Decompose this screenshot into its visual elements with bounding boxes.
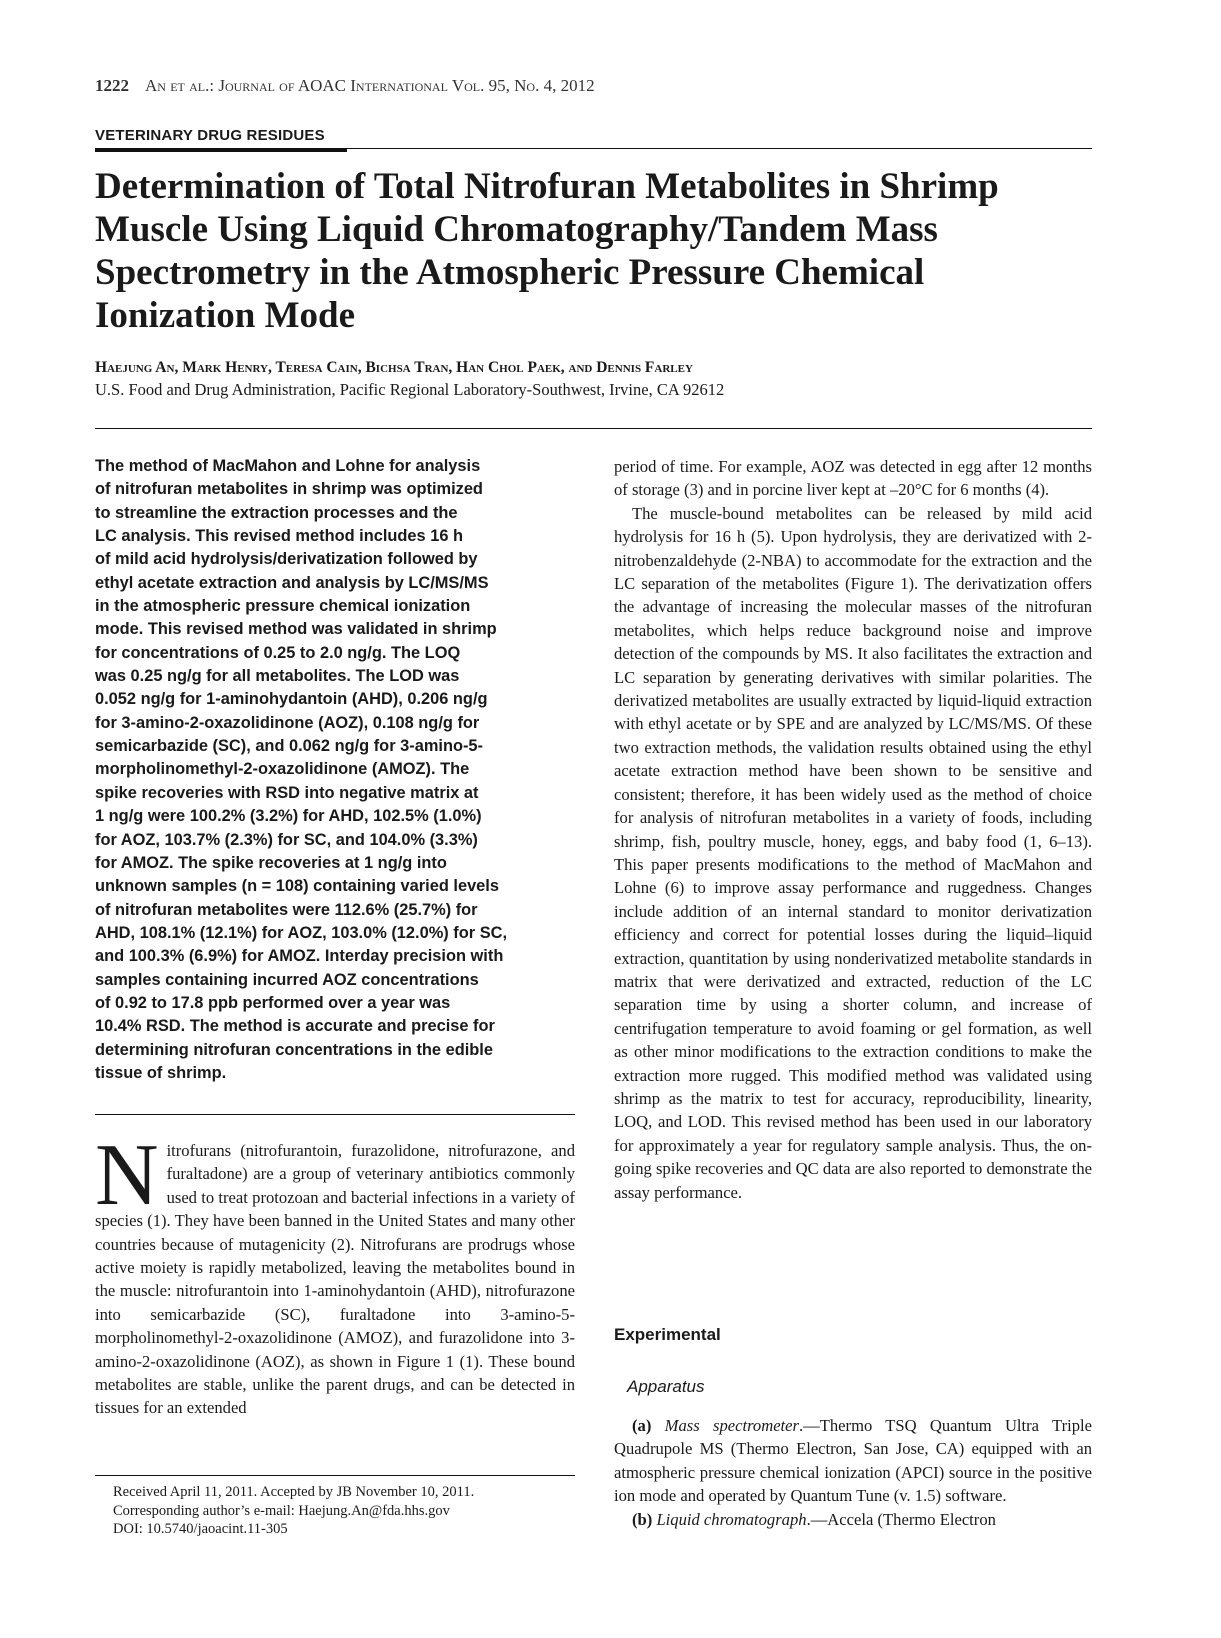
article-title — [95, 165, 1095, 337]
abstract-line: tissue of shrimp. — [95, 1063, 227, 1082]
abstract-line: 10.4% RSD. The method is accurate and precise for — [95, 1017, 495, 1036]
footnote-rule — [95, 1475, 575, 1476]
body-paragraph: period of time. For example, AOZ was detected in egg after 12 months of storage (3) and in porcine liver kept at –20°C for 6 months (4). — [614, 457, 1092, 500]
item-title: Mass spectrometer — [664, 1416, 799, 1435]
abstract-line: of 0.92 to 17.8 ppb performed over a year was — [95, 993, 451, 1012]
abstract-line: of mild acid hydrolysis/derivatization followed by — [95, 550, 478, 569]
abstract-line: for AMOZ. The spike recoveries at 1 ng/g into — [95, 853, 447, 872]
abstract-line: semicarbazide (SC), and 0.062 ng/g for 3-amino-5- — [95, 737, 484, 756]
item-title: Liquid chromatograph — [656, 1509, 807, 1529]
abstract-line: to streamline the extraction processes and the — [95, 503, 458, 522]
section-heading-experimental: Experimental — [614, 1325, 721, 1344]
journal-citation: An et al.: Journal of AOAC International Vol. 95, No. 4, 2012 — [145, 76, 595, 95]
abstract-divider — [95, 1114, 575, 1115]
abstract-line: unknown samples (n = 108) containing varied levels — [95, 877, 499, 896]
abstract-line: determining nitrofuran concentrations in the edible — [95, 1040, 493, 1059]
intro-text: itrofurans (nitrofurantoin, furazolidone, nitrofurazone, and furaltadone) are a group of veterinary antibiotics commonly used to treat protozoan and bacterial infections in a variety of species (1). They have been banned in the United States and many other countries because of mutagenicity (2). Nitrofurans are prodrugs whose active moiety is rapidly metabolized, leaving the metabolites bound in the muscle: nitrofurantoin into 1-aminohydantoin (AHD), nitrofurazone into semicarbazide (SC), furaltadone into 3-amino-5-morpholinomethyl-2-oxazolidinone (AMOZ), and furazolidone into 3-amino-2-oxazolidinone (AOZ), as shown in Figure 1 (1). These bound metabolites are stable, unlike the parent drugs, and can be detected in tissues for an extended — [95, 1141, 575, 1418]
body-paragraph: The muscle-bound metabolites can be released by mild acid hydrolysis for 16 h (5). Upon hydrolysis, they are derivatized with 2-nitrobenzaldehyde (2-NBA) to accommodate for the extraction and the LC separation of the metabolites (Figure 1). The derivatization offers the advantage of increasing the molecular masses of the nitrofuran metabolites, which helps reduce background noise and improve detection of the compounds by MS. It also facilitates the extraction and LC separation by generating derivatives with similar polarities. The derivatized metabolites are usually extracted by liquid-liquid extraction with ethyl acetate or by SPE and are analyzed by LC/MS/MS. Of these two extraction methods, the validation results obtained using the ethyl acetate extraction method have been shown to be sensitive and consistent; therefore, it has been widely used as the method of choice for analysis of nitrofuran metabolites in a variety of foods, including shrimp, fish, poultry muscle, honey, eggs, and baby food (1, 6–13). This paper presents modifications to the method of MacMahon and Lohne (6) to improve assay performance and ruggedness. Changes include addition of an internal standard to monitor derivatization efficiency and correct for potential losses during the liquid–liquid extraction, quantitation by using nonderivatized metabolite standards in matrix that were derivatized and extracted, reduction of the LC separation time by using a shorter column, and increase of centrifugation temperature to avoid foaming or gel formation, as well as other minor modifications to the extraction conditions to make the extraction more rugged. This modified method was validated using shrimp as the matrix to test for accuracy, reproducibility, linearity, LOQ, and LOD. This revised method has been used in our laboratory for approximately a year for regulatory sample analysis. Thus, the on-going spike recoveries and QC data are also reported to demonstrate the assay performance. — [614, 503, 1092, 1202]
abstract-line: for 3-amino-2-oxazolidinone (AOZ), 0.108 ng/g for — [95, 713, 480, 732]
item-text: .—Accela (Thermo Electron — [806, 1509, 996, 1529]
abstract-line: The method of MacMahon and Lohne for analysis — [95, 457, 481, 475]
intro-column — [95, 1127, 575, 1420]
section-label: VETERINARY DRUG RESIDUES — [95, 127, 325, 144]
abstract-line: spike recoveries with RSD into negative matrix at — [95, 783, 479, 802]
item-text: .—Thermo TSQ Quantum Ultra Triple Quadrupole MS (Thermo Electron, San Jose, CA) equipped with an atmospheric pressure chemical ionization (APCI) source in the positive ion mode and operated by Quantum Tune (v. 1.5) software. — [614, 1416, 1092, 1506]
abstract-line: was 0.25 ng/g for all metabolites. The LOD was — [95, 667, 460, 686]
title-line: Muscle Using Liquid Chromatography/Tandem Mass — [95, 209, 938, 250]
section-label-rule — [95, 148, 347, 152]
title-line: Determination of Total Nitrofuran Metabolites in Shrimp — [95, 166, 999, 207]
abstract-line: in the atmospheric pressure chemical ionization — [95, 597, 471, 616]
abstract-line: for AOZ, 103.7% (2.3%) for SC, and 104.0% (3.3%) — [95, 830, 478, 849]
abstract-line: samples containing incurred AOZ concentrations — [95, 970, 479, 989]
item-label: (b) — [632, 1509, 653, 1529]
intro-paragraph — [95, 1127, 575, 1420]
page-number: 1222 — [95, 76, 129, 95]
running-head — [95, 76, 595, 96]
body-column-right — [614, 455, 1092, 1204]
item-label: (a) — [632, 1416, 652, 1435]
abstract-line: of nitrofuran metabolites were 112.6% (25.7%) for — [95, 900, 478, 919]
abstract-line: of nitrofuran metabolites in shrimp was optimized — [95, 480, 483, 499]
abstract-line: 0.052 ng/g for 1-aminohydantoin (AHD), 0.206 ng/g — [95, 690, 488, 709]
abstract-line: AHD, 108.1% (12.1%) for AOZ, 103.0% (12.0%) for SC, — [95, 923, 508, 942]
received-date: Received April 11, 2011. Accepted by JB November 10, 2011. — [113, 1484, 475, 1500]
abstract-line: mode. This revised method was validated in shrimp — [95, 620, 497, 639]
abstract-line: 1 ng/g were 100.2% (3.2%) for AHD, 102.5% (1.0%) — [95, 807, 482, 826]
doi: DOI: 10.5740/jaoacint.11-305 — [113, 1521, 288, 1537]
apparatus-item-b — [614, 1508, 1092, 1531]
title-line: Ionization Mode — [95, 295, 356, 336]
abstract-line: LC analysis. This revised method includes 16 h — [95, 527, 463, 546]
affiliation: U.S. Food and Drug Administration, Pacific Regional Laboratory-Southwest, Irvine, CA 92612 — [95, 380, 725, 399]
subsection-heading-apparatus: Apparatus — [627, 1377, 705, 1396]
abstract-line: morpholinomethyl-2-oxazolidinone (AMOZ). The — [95, 760, 470, 779]
corresponding-email: Corresponding author’s e-mail: Haejung.An@fda.hhs.gov — [113, 1502, 450, 1519]
apparatus-item-a — [614, 1414, 1092, 1508]
footnote — [113, 1483, 474, 1539]
divider — [95, 428, 1092, 429]
title-line: Spectrometry in the Atmospheric Pressure Chemical — [95, 252, 925, 293]
apparatus-list — [614, 1414, 1092, 1531]
abstract — [95, 455, 575, 1085]
author-list: Haejung An, Mark Henry, Teresa Cain, Bichsa Tran, Han Chol Paek, and Dennis Farley — [95, 359, 693, 376]
abstract-line: ethyl acetate extraction and analysis by LC/MS/MS — [95, 573, 489, 592]
abstract-line: and 100.3% (6.9%) for AMOZ. Interday precision with — [95, 947, 504, 966]
drop-cap: N — [95, 1127, 159, 1224]
abstract-line: for concentrations of 0.25 to 2.0 ng/g. The LOQ — [95, 643, 461, 662]
